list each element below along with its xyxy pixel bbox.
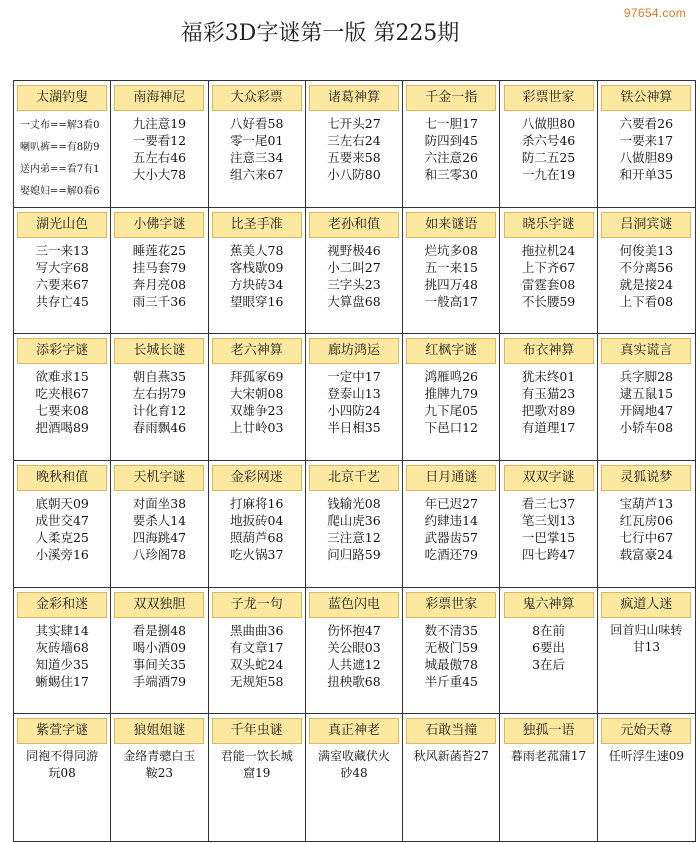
cell-lines — [500, 242, 596, 310]
riddle-line: 事间关35 — [132, 656, 187, 672]
riddle-line: 九注意19 — [132, 116, 187, 131]
riddle-line: 关公眼03 — [327, 639, 381, 655]
riddle-line: 伤怀抱47 — [327, 622, 381, 638]
riddle-line: 约肆违14 — [424, 512, 478, 528]
riddle-line: 七开头27 — [327, 116, 381, 131]
riddle-line: 组六来67 — [230, 167, 284, 182]
riddle-line: 方块砖34 — [230, 276, 284, 292]
riddle-line: 要杀人14 — [132, 512, 187, 528]
cell-lines — [306, 495, 402, 563]
riddle-line: 小轿车08 — [619, 420, 674, 436]
cell-title: 元始天尊 — [601, 718, 691, 744]
riddle-cell — [306, 81, 403, 208]
riddle-line: 双雄争23 — [230, 403, 284, 419]
cell-lines — [14, 622, 110, 690]
cell-title: 金彩和迷 — [17, 592, 107, 618]
riddle-cell — [209, 714, 306, 841]
cell-lines — [598, 495, 695, 563]
riddle-line: 喝小酒09 — [132, 639, 187, 655]
riddle-line: 满室收藏伏火 — [317, 749, 390, 764]
cell-title: 晓乐字谜 — [504, 212, 594, 238]
riddle-line: 七行中67 — [619, 529, 674, 545]
riddle-line: 五一来15 — [424, 259, 478, 275]
riddle-line: 就是接24 — [619, 276, 674, 292]
cell-lines — [500, 622, 596, 673]
riddle-line: 爬山虎36 — [327, 512, 381, 528]
cell-lines — [111, 242, 207, 310]
riddle-line: 数不清35 — [424, 622, 478, 638]
riddle-cell — [111, 81, 208, 208]
riddle-line: 黑曲曲36 — [230, 622, 284, 638]
riddle-line: 小溪旁16 — [35, 546, 89, 562]
riddle-line: 知道少35 — [35, 656, 89, 672]
riddle-line: 大算盘68 — [327, 293, 381, 309]
riddle-line: 一要来17 — [619, 133, 674, 148]
cell-lines — [403, 748, 499, 765]
riddle-line: 一般高17 — [424, 293, 478, 309]
riddle-line: 一丈布==解3看0 — [20, 120, 100, 131]
riddle-line: 地扳砖04 — [230, 512, 284, 528]
cell-lines — [209, 748, 305, 782]
riddle-line: 看是捌48 — [132, 622, 187, 638]
riddle-line: 犹未终01 — [521, 369, 576, 385]
riddle-line: 钱输光08 — [327, 495, 381, 511]
riddle-line: 把歌对89 — [521, 403, 576, 419]
riddle-line: 七一胆17 — [424, 116, 478, 131]
cell-lines — [598, 115, 695, 183]
cell-title: 铁公神算 — [601, 85, 691, 111]
riddle-line: 拜孤冢69 — [230, 369, 284, 385]
riddle-cell — [306, 208, 403, 335]
riddle-line: 计化育12 — [132, 403, 187, 419]
riddle-line: 和三零30 — [424, 167, 478, 182]
riddle-cell — [403, 588, 500, 715]
riddle-line: 无极门59 — [424, 639, 478, 655]
cell-title: 彩票世家 — [504, 85, 594, 111]
cell-lines — [598, 622, 695, 656]
riddle-line: 九下尾05 — [424, 403, 478, 419]
riddle-line: 喇叭裤==有8防9 — [20, 142, 100, 153]
riddle-line: 挑四万48 — [424, 276, 478, 292]
riddle-line: 和开单35 — [619, 167, 674, 182]
riddle-line: 小八防80 — [327, 167, 381, 182]
cell-lines — [111, 495, 207, 563]
cell-title: 双双独胆 — [114, 592, 204, 618]
riddle-line: 视野极46 — [327, 242, 381, 258]
cell-lines — [598, 368, 695, 436]
riddle-line: 其实肆14 — [35, 622, 89, 638]
riddle-line: 烂坑多08 — [424, 242, 478, 258]
riddle-line: 娶媳妇==解0看6 — [20, 186, 100, 197]
cell-title: 诸葛神算 — [309, 85, 399, 111]
riddle-line: 杀六号46 — [521, 133, 576, 148]
riddle-line: 不分离56 — [619, 259, 674, 275]
riddle-line: 春雨飘46 — [132, 420, 187, 436]
riddle-cell — [598, 334, 695, 461]
riddle-line: 上下齐67 — [521, 259, 576, 275]
riddle-cell — [14, 208, 111, 335]
cell-title: 日月通谜 — [406, 465, 496, 491]
riddle-line: 客栈歇09 — [230, 259, 284, 275]
cell-lines — [500, 495, 596, 563]
cell-title: 千金一指 — [406, 85, 496, 111]
cell-title: 紫萱字谜 — [17, 718, 107, 744]
riddle-line: 八做胆80 — [521, 116, 576, 131]
riddle-line: 吃火锅37 — [230, 546, 284, 562]
cell-lines — [306, 368, 402, 436]
riddle-cell — [403, 334, 500, 461]
site-watermark: 97654.com — [623, 6, 686, 20]
cell-lines — [403, 495, 499, 563]
riddle-cell — [598, 81, 695, 208]
riddle-cell — [403, 81, 500, 208]
riddle-line: 半日相35 — [327, 420, 381, 436]
riddle-line: 雷霆套08 — [521, 276, 576, 292]
riddle-cell — [598, 714, 695, 841]
riddle-line: 暮雨老菰蒲17 — [510, 749, 587, 764]
cell-title: 真正神老 — [309, 718, 399, 744]
riddle-cell — [500, 714, 597, 841]
riddle-line: 推牌九79 — [424, 386, 478, 402]
riddle-cell — [111, 461, 208, 588]
riddle-cell — [598, 208, 695, 335]
riddle-line: 有道理17 — [521, 420, 576, 436]
cell-title: 灵狐说梦 — [601, 465, 691, 491]
riddle-line: 扭秧歌68 — [327, 673, 381, 689]
riddle-line: 八做胆89 — [619, 150, 674, 165]
cell-title: 金彩网迷 — [212, 465, 302, 491]
riddle-cell — [209, 334, 306, 461]
cell-title: 真实谎言 — [601, 338, 691, 364]
riddle-line: 三左右24 — [327, 133, 381, 148]
riddle-line: 成世交47 — [35, 512, 89, 528]
riddle-line: 砂48 — [340, 766, 368, 781]
cell-lines — [306, 242, 402, 310]
cell-lines — [403, 368, 499, 436]
riddle-line: 红瓦房06 — [619, 512, 674, 528]
riddle-cell — [14, 334, 111, 461]
riddle-line: 城最傲78 — [424, 656, 478, 672]
riddle-line: 窟19 — [243, 766, 271, 781]
riddle-line: 3在后 — [532, 656, 566, 672]
riddle-cell — [403, 714, 500, 841]
cell-lines — [598, 242, 695, 310]
riddle-line: 六要来67 — [35, 276, 89, 292]
riddle-cell — [500, 334, 597, 461]
riddle-line: 送内弟==看7有1 — [20, 164, 100, 175]
riddle-cell — [306, 714, 403, 841]
cell-title: 千年虫谜 — [212, 718, 302, 744]
riddle-line: 三一来13 — [35, 242, 89, 258]
riddle-line: 金络青骢白玉 — [123, 749, 196, 764]
riddle-cell — [14, 81, 111, 208]
riddle-line: 五左右46 — [132, 150, 187, 165]
riddle-line: 对面坐38 — [132, 495, 187, 511]
riddle-cell — [111, 588, 208, 715]
riddle-line: 玩08 — [48, 766, 76, 781]
cell-title: 鬼六神算 — [504, 592, 594, 618]
cell-title: 比圣手准 — [212, 212, 302, 238]
cell-title: 子龙一句 — [212, 592, 302, 618]
cell-title: 太湖钓叟 — [17, 85, 107, 111]
riddle-line: 七要来08 — [35, 403, 89, 419]
riddle-line: 防四到45 — [424, 133, 478, 148]
riddle-line: 吃夹根67 — [35, 386, 89, 402]
cell-title: 小佛字谜 — [114, 212, 204, 238]
riddle-line: 拖拉机24 — [521, 242, 576, 258]
riddle-line: 注意三34 — [230, 150, 284, 165]
riddle-line: 五要来58 — [327, 150, 381, 165]
cell-title: 布衣神算 — [504, 338, 594, 364]
cell-lines — [306, 748, 402, 782]
riddle-line: 君能一饮长城 — [220, 749, 293, 764]
riddle-line: 写大字68 — [35, 259, 89, 275]
riddle-line: 人柔克25 — [35, 529, 89, 545]
riddle-line: 蕉美人78 — [230, 242, 284, 258]
riddle-line: 打麻将16 — [230, 495, 284, 511]
riddle-line: 兵字脚28 — [619, 369, 674, 385]
cell-title: 北京千艺 — [309, 465, 399, 491]
riddle-line: 年已迟27 — [424, 495, 478, 511]
riddle-line: 望眼穿16 — [230, 293, 284, 309]
cell-title: 双双字谜 — [504, 465, 594, 491]
cell-title: 如来谜语 — [406, 212, 496, 238]
cell-title: 天机字谜 — [114, 465, 204, 491]
cell-title: 疯道人迷 — [601, 592, 691, 618]
cell-title: 蓝色闪电 — [309, 592, 399, 618]
riddle-line: 底朝天09 — [35, 495, 89, 511]
riddle-line: 同袍不得同游 — [26, 749, 99, 764]
riddle-line: 开阔地47 — [619, 403, 674, 419]
riddle-cell — [111, 208, 208, 335]
page-title: 福彩3D字谜第一版 第225期 — [180, 21, 460, 46]
cell-title: 红枫字谜 — [406, 338, 496, 364]
riddle-cell — [14, 461, 111, 588]
riddle-line: 问归路59 — [327, 546, 381, 562]
riddle-line: 四七跨47 — [521, 546, 576, 562]
riddle-line: 大宋朝08 — [230, 386, 284, 402]
riddle-grid — [13, 80, 696, 842]
riddle-cell — [14, 588, 111, 715]
riddle-line: 三字头23 — [327, 276, 381, 292]
riddle-line: 看三七37 — [521, 495, 576, 511]
riddle-line: 防二五25 — [521, 150, 576, 165]
riddle-line: 左右拐79 — [132, 386, 187, 402]
riddle-cell — [500, 461, 597, 588]
riddle-line: 甘13 — [632, 639, 660, 654]
cell-lines — [14, 115, 110, 203]
riddle-line: 小四防24 — [327, 403, 381, 419]
riddle-line: 6要出 — [532, 639, 566, 655]
riddle-cell — [403, 208, 500, 335]
riddle-cell — [306, 461, 403, 588]
riddle-line: 人共遮12 — [327, 656, 381, 672]
riddle-cell — [209, 208, 306, 335]
cell-lines — [403, 622, 499, 690]
riddle-cell — [500, 208, 597, 335]
cell-lines — [306, 115, 402, 183]
riddle-line: 上廿岭03 — [230, 420, 284, 436]
riddle-line: 载富豪24 — [619, 546, 674, 562]
cell-lines — [403, 115, 499, 183]
riddle-line: 八好看58 — [230, 116, 284, 131]
riddle-line: 睡莲花25 — [132, 242, 187, 258]
riddle-line: 逮五鼠15 — [619, 386, 674, 402]
riddle-line: 8在前 — [532, 622, 566, 638]
riddle-cell — [403, 461, 500, 588]
riddle-cell — [598, 588, 695, 715]
riddle-line: 手端酒79 — [132, 673, 187, 689]
cell-title: 独孤一语 — [504, 718, 594, 744]
riddle-line: 下邑口12 — [424, 420, 478, 436]
riddle-cell — [111, 714, 208, 841]
riddle-line: 不长腰59 — [521, 293, 576, 309]
riddle-line: 一巴掌15 — [521, 529, 576, 545]
riddle-line: 有文章17 — [230, 639, 284, 655]
cell-lines — [14, 242, 110, 310]
riddle-line: 吃酒还79 — [424, 546, 478, 562]
riddle-line: 灰砖墙68 — [35, 639, 89, 655]
riddle-line: 共存亡45 — [35, 293, 89, 309]
riddle-cell — [306, 588, 403, 715]
riddle-line: 双头蛇24 — [230, 656, 284, 672]
cell-lines — [209, 368, 305, 436]
riddle-line: 半斤重45 — [424, 673, 478, 689]
cell-title: 大众彩票 — [212, 85, 302, 111]
cell-lines — [111, 748, 207, 782]
cell-title: 长城长谜 — [114, 338, 204, 364]
riddle-cell — [209, 461, 306, 588]
cell-lines — [403, 242, 499, 310]
riddle-line: 照葫芦68 — [230, 529, 284, 545]
cell-lines — [306, 622, 402, 690]
cell-title: 晚秋和值 — [17, 465, 107, 491]
riddle-line: 六要看26 — [619, 116, 674, 131]
riddle-line: 回首归山味转 — [610, 622, 683, 637]
riddle-line: 小二叫27 — [327, 259, 381, 275]
riddle-line: 宝葫芦13 — [619, 495, 674, 511]
cell-lines — [500, 748, 596, 765]
cell-lines — [111, 368, 207, 436]
riddle-line: 八珍阁78 — [132, 546, 187, 562]
cell-title: 廊坊鸿运 — [309, 338, 399, 364]
riddle-line: 鸿雁鸣26 — [424, 369, 478, 385]
riddle-line: 三注意12 — [327, 529, 381, 545]
cell-title: 狼姐姐谜 — [114, 718, 204, 744]
riddle-cell — [500, 588, 597, 715]
riddle-line: 零一尾01 — [230, 133, 284, 148]
riddle-line: 鞍23 — [145, 766, 174, 781]
cell-title: 吕洞宾谜 — [601, 212, 691, 238]
riddle-line: 一定中17 — [327, 369, 381, 385]
riddle-line: 笔三划13 — [521, 512, 576, 528]
cell-title: 石敢当撞 — [406, 718, 496, 744]
riddle-line: 秋风新菡苔27 — [413, 749, 489, 764]
riddle-line: 把酒喝89 — [35, 420, 89, 436]
riddle-cell — [209, 588, 306, 715]
cell-title: 湖光山色 — [17, 212, 107, 238]
cell-lines — [209, 242, 305, 310]
riddle-line: 一九在19 — [521, 167, 576, 182]
cell-lines — [500, 368, 596, 436]
riddle-line: 挂马套79 — [132, 259, 187, 275]
riddle-line: 登泰山13 — [327, 386, 381, 402]
riddle-line: 有玉猫23 — [521, 386, 576, 402]
cell-lines — [14, 748, 110, 782]
cell-title: 添彩字谜 — [17, 338, 107, 364]
riddle-line: 大小大78 — [132, 167, 187, 182]
riddle-line: 何俊美13 — [619, 242, 674, 258]
cell-lines — [209, 495, 305, 563]
riddle-line: 任听浮生速09 — [608, 749, 684, 764]
riddle-line: 四海跳47 — [132, 529, 187, 545]
cell-lines — [209, 622, 305, 690]
riddle-line: 无规矩58 — [230, 673, 284, 689]
riddle-cell — [598, 461, 695, 588]
riddle-cell — [306, 334, 403, 461]
cell-lines — [111, 115, 207, 183]
riddle-cell — [500, 81, 597, 208]
cell-lines — [598, 748, 695, 765]
cell-lines — [209, 115, 305, 183]
cell-title: 彩票世家 — [406, 592, 496, 618]
riddle-line: 上下看08 — [619, 293, 674, 309]
riddle-line: 蜥蜴住17 — [35, 673, 89, 689]
cell-title: 南海神尼 — [114, 85, 204, 111]
cell-lines — [111, 622, 207, 690]
riddle-line: 武器齿57 — [424, 529, 478, 545]
riddle-line: 朝自燕35 — [132, 369, 187, 385]
cell-lines — [500, 115, 596, 183]
cell-title: 老孙和值 — [309, 212, 399, 238]
riddle-cell — [14, 714, 111, 841]
riddle-cell — [209, 81, 306, 208]
riddle-cell — [111, 334, 208, 461]
riddle-line: 欲难求15 — [35, 369, 89, 385]
riddle-line: 一要看12 — [132, 133, 187, 148]
riddle-line: 六注意26 — [424, 150, 478, 165]
cell-title: 老六神算 — [212, 338, 302, 364]
cell-lines — [14, 495, 110, 563]
riddle-line: 奔月亮08 — [132, 276, 187, 292]
cell-lines — [14, 368, 110, 436]
riddle-line: 雨三千36 — [132, 293, 187, 309]
